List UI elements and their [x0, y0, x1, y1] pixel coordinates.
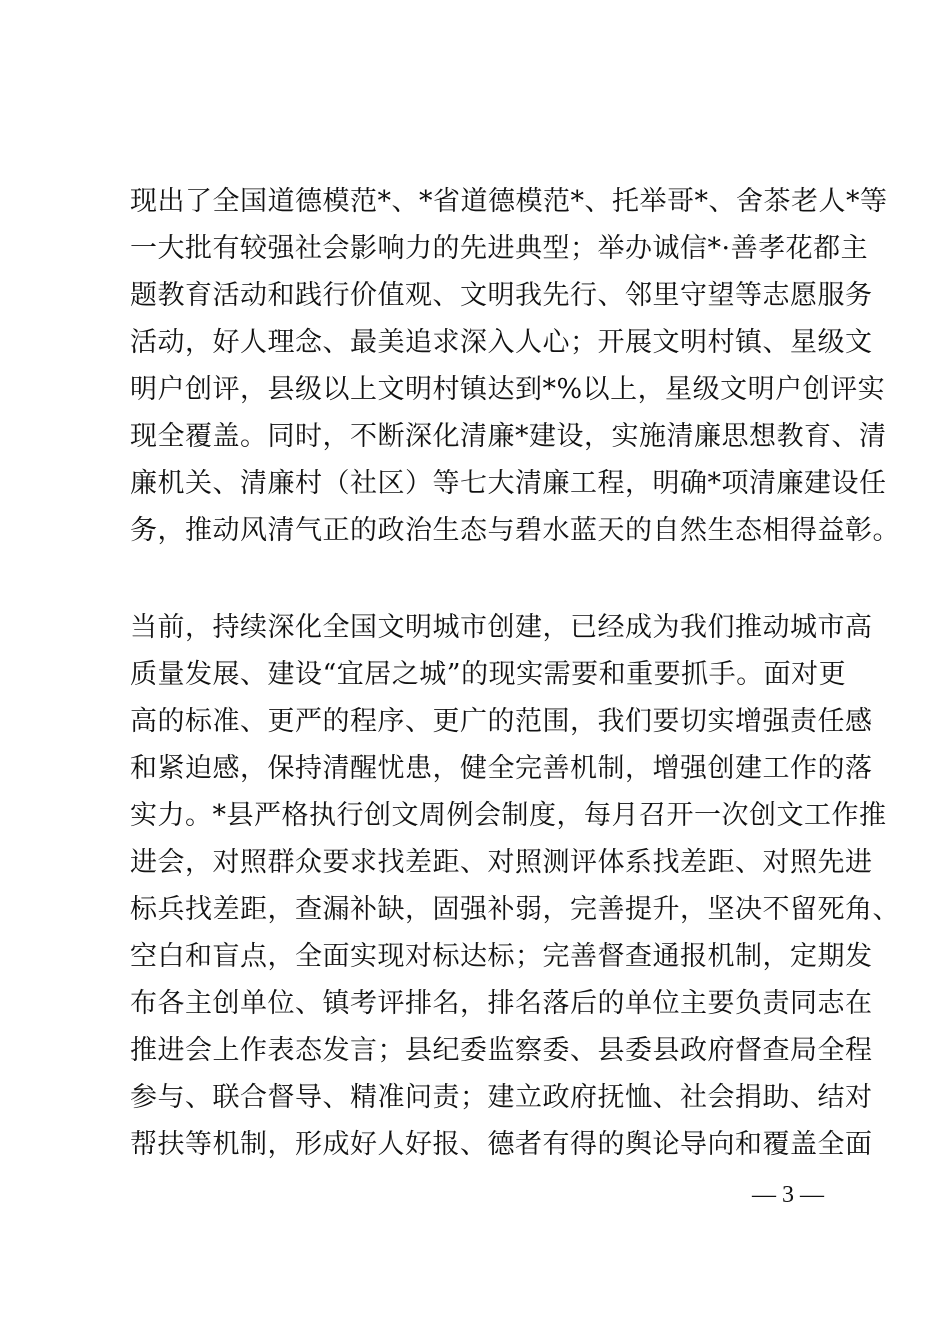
text-line: 一大批有较强社会影响力的先进典型；举办诚信*·善孝花都主 — [130, 233, 869, 264]
text-line: 现出了全国道德模范*、*省道德模范*、托举哥*、舍茶老人*等 — [130, 186, 888, 217]
text-line: 当前，持续深化全国文明城市创建，已经成为我们推动城市高 — [130, 612, 873, 643]
text-line: 帮扶等机制，形成好人好报、德者有得的舆论导向和覆盖全面 — [130, 1129, 873, 1160]
text-line: 布各主创单位、镇考评排名，排名落后的单位主要负责同志在 — [130, 988, 873, 1019]
text-line: 务，推动风清气正的政治生态与碧水蓝天的自然生态相得益彰。 — [130, 515, 900, 546]
text-line: 参与、联合督导、精准问责；建立政府抚恤、社会捐助、结对 — [130, 1082, 873, 1113]
text-line: 空白和盲点，全面实现对标达标；完善督查通报机制，定期发 — [130, 941, 873, 972]
text-line: 明户创评，县级以上文明村镇达到*%以上，星级文明户创评实 — [130, 374, 886, 405]
text-line: 活动，好人理念、最美追求深入人心；开展文明村镇、星级文 — [130, 327, 873, 358]
text-line: 题教育活动和践行价值观、文明我先行、邻里守望等志愿服务 — [130, 280, 873, 311]
text-line: 高的标准、更严的程序、更广的范围，我们要切实增强责任感 — [130, 706, 873, 737]
text-line: 现全覆盖。同时，不断深化清廉*建设，实施清廉思想教育、清 — [130, 421, 887, 452]
page-number: — 3 — — [752, 1182, 824, 1208]
text-line: 廉机关、清廉村（社区）等七大清廉工程，明确*项清廉建设任 — [130, 468, 887, 499]
text-line: 进会，对照群众要求找差距、对照测评体系找差距、对照先进 — [130, 847, 873, 878]
text-line: 推进会上作表态发言；县纪委监察委、县委县政府督查局全程 — [130, 1035, 873, 1066]
text-line: 标兵找差距，查漏补缺，固强补弱，完善提升，坚决不留死角、 — [130, 894, 900, 925]
text-line: 实力。*县严格执行创文周例会制度，每月召开一次创文工作推 — [130, 800, 887, 831]
text-line: 质量发展、建设“宜居之城”的现实需要和重要抓手。面对更 — [130, 659, 847, 690]
text-line: 和紧迫感，保持清醒忧患，健全完善机制，增强创建工作的落 — [130, 753, 873, 784]
